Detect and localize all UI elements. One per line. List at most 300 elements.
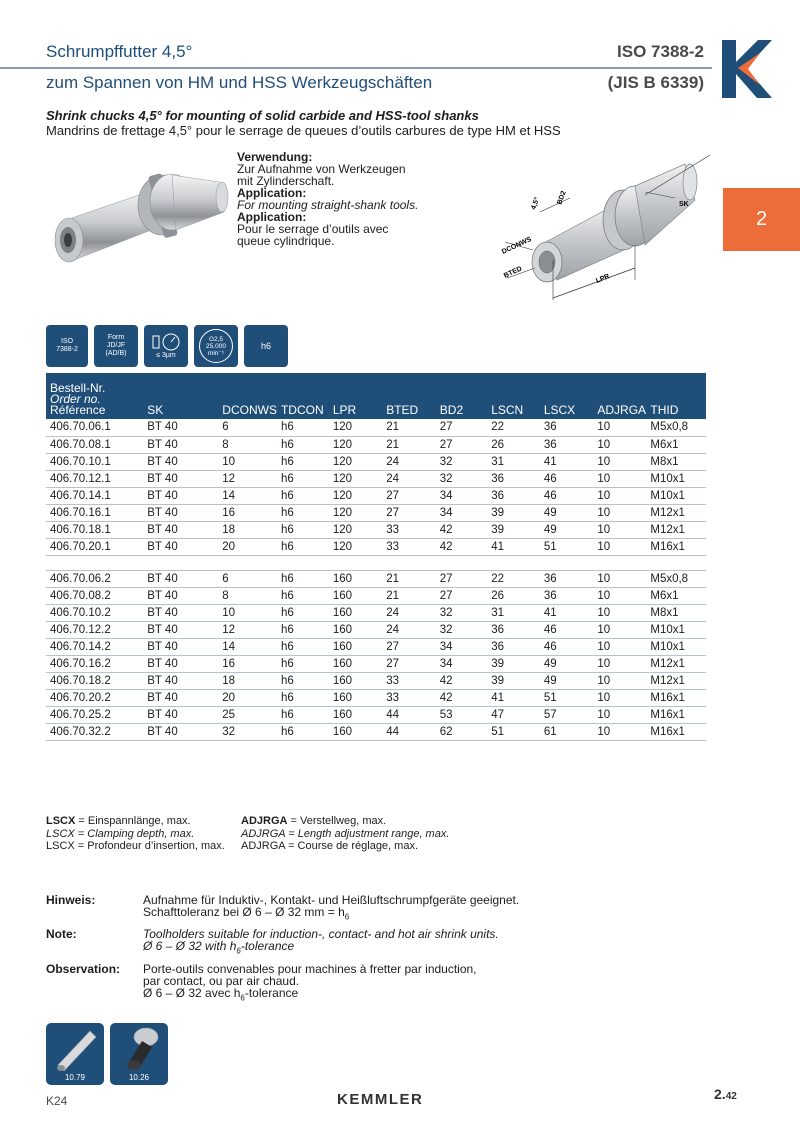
cell-lpr: 160 — [329, 672, 382, 689]
cell-ref: 406.70.12.1 — [46, 470, 143, 487]
cell-dconws: 8 — [218, 587, 277, 604]
label-lpr: LPR — [595, 273, 611, 285]
accessory-thumb-2-caption: 10.26 — [128, 1073, 150, 1082]
badge-balance-line1: G2,5 — [208, 335, 224, 343]
usage-heading-de: Verwendung: — [237, 150, 313, 164]
col-header-ref — [46, 373, 143, 419]
note-en-2-suffix: -tolerance — [240, 939, 295, 954]
col-header-bd2: BD2 — [436, 373, 487, 419]
cell-ref: 406.70.20.2 — [46, 689, 143, 706]
col-header-tdcon: TDCON — [277, 373, 329, 419]
cell-lscx: 36 — [540, 419, 594, 436]
cell-dconws: 12 — [218, 470, 277, 487]
cell-thid: M16x1 — [646, 689, 706, 706]
cell-sk: BT 40 — [143, 604, 218, 621]
cell-lscx: 41 — [540, 453, 594, 470]
cell-sk: BT 40 — [143, 689, 218, 706]
cell-adjrga: 10 — [593, 538, 646, 555]
cell-dconws: 20 — [218, 538, 277, 555]
cell-dconws: 10 — [218, 604, 277, 621]
cell-ref: 406.70.10.1 — [46, 453, 143, 470]
cell-dconws: 14 — [218, 487, 277, 504]
cell-sk: BT 40 — [143, 723, 218, 740]
cell-thid: M10x1 — [646, 621, 706, 638]
product-table — [46, 373, 706, 741]
cell-dconws: 12 — [218, 621, 277, 638]
cell-dconws: 14 — [218, 638, 277, 655]
accessory-thumb-1-caption: 10.79 — [64, 1073, 86, 1082]
label-dconws: DCONWS — [500, 235, 533, 256]
col-header-ref-fr: Référence — [50, 403, 106, 417]
cell-ref: 406.70.18.2 — [46, 672, 143, 689]
col-header-dconws: DCONWS — [218, 373, 277, 419]
cell-thid: M5x0,8 — [646, 570, 706, 587]
table-row — [46, 587, 706, 604]
cell-bd2: 27 — [436, 587, 487, 604]
page-number-main: 2. — [714, 1086, 726, 1102]
cell-sk: BT 40 — [143, 504, 218, 521]
badge-form-line2: JD/JF — [106, 342, 126, 349]
cell-adjrga: 10 — [593, 470, 646, 487]
page-title: Schrumpffutter 4,5° — [46, 42, 193, 61]
badge-iso-line2: 7388-2 — [56, 346, 78, 353]
legend-lscx-en: LSCX = Clamping depth, max. — [46, 827, 195, 840]
separator-cell — [46, 555, 706, 570]
page-number — [714, 1086, 737, 1102]
cell-ref: 406.70.06.1 — [46, 419, 143, 436]
cell-lscx: 36 — [540, 570, 594, 587]
cell-lscx: 46 — [540, 487, 594, 504]
cell-lscn: 39 — [487, 655, 540, 672]
cell-tdcon: h6 — [277, 604, 329, 621]
cell-adjrga: 10 — [593, 706, 646, 723]
cell-lscn: 31 — [487, 453, 540, 470]
cell-lscx: 46 — [540, 470, 594, 487]
badge-iso — [46, 325, 88, 367]
table-row — [46, 604, 706, 621]
cell-adjrga: 10 — [593, 638, 646, 655]
usage-text-de-1: Zur Aufnahme von Werkzeugen — [237, 162, 406, 176]
cell-tdcon: h6 — [277, 521, 329, 538]
cell-adjrga: 10 — [593, 521, 646, 538]
technical-drawing — [495, 150, 715, 310]
cell-lscn: 41 — [487, 689, 540, 706]
cell-lpr: 160 — [329, 587, 382, 604]
cell-dconws: 25 — [218, 706, 277, 723]
cell-thid: M12x1 — [646, 655, 706, 672]
cell-lscn: 41 — [487, 538, 540, 555]
cell-ref: 406.70.14.2 — [46, 638, 143, 655]
cell-bd2: 62 — [436, 723, 487, 740]
cell-sk: BT 40 — [143, 419, 218, 436]
cell-ref: 406.70.06.2 — [46, 570, 143, 587]
cell-bted: 27 — [382, 504, 436, 521]
legend-adjrga-de: = Verstellweg, max. — [287, 815, 387, 827]
table-row — [46, 504, 706, 521]
table-row — [46, 538, 706, 555]
cell-adjrga: 10 — [593, 655, 646, 672]
badge-tolerance — [244, 325, 288, 367]
label-angle: 4,5° — [530, 196, 542, 211]
usage-heading-fr: Application: — [237, 210, 307, 224]
cell-bd2: 32 — [436, 470, 487, 487]
cell-dconws: 10 — [218, 453, 277, 470]
cell-bted: 24 — [382, 604, 436, 621]
table-row — [46, 470, 706, 487]
cell-ref: 406.70.12.2 — [46, 621, 143, 638]
note-label-de: Hinweis: — [46, 893, 96, 907]
header-rule — [0, 67, 712, 69]
cell-adjrga: 10 — [593, 453, 646, 470]
cell-thid: M10x1 — [646, 470, 706, 487]
cell-lscn: 47 — [487, 706, 540, 723]
cell-thid: M8x1 — [646, 604, 706, 621]
cell-lpr: 160 — [329, 570, 382, 587]
cell-bted: 24 — [382, 453, 436, 470]
cell-bted: 21 — [382, 587, 436, 604]
cell-bd2: 27 — [436, 570, 487, 587]
cell-dconws: 16 — [218, 655, 277, 672]
accessory-thumb-1[interactable] — [46, 1023, 104, 1085]
cell-bted: 33 — [382, 521, 436, 538]
cell-lscn: 26 — [487, 587, 540, 604]
note-de-1: Aufnahme für Induktiv-, Kontakt- und Heißluftschrumpfgeräte geeignet. — [143, 893, 520, 907]
table-header-row — [46, 373, 706, 419]
cell-bd2: 32 — [436, 621, 487, 638]
cell-lpr: 160 — [329, 723, 382, 740]
cell-lscx: 36 — [540, 587, 594, 604]
cell-dconws: 6 — [218, 419, 277, 436]
cell-tdcon: h6 — [277, 587, 329, 604]
table-row — [46, 436, 706, 453]
cell-lpr: 120 — [329, 487, 382, 504]
cell-sk: BT 40 — [143, 655, 218, 672]
note-en-2-text: Ø 6 – Ø 32 with h — [143, 939, 237, 954]
badge-form — [94, 325, 138, 367]
cell-bted: 24 — [382, 621, 436, 638]
cell-ref: 406.70.32.2 — [46, 723, 143, 740]
cell-bd2: 27 — [436, 436, 487, 453]
table-row — [46, 689, 706, 706]
cell-tdcon: h6 — [277, 655, 329, 672]
note-en-1: Toolholders suitable for induction-, contact- and hot air shrink units. — [143, 927, 499, 942]
cell-lscx: 49 — [540, 655, 594, 672]
notes-block — [46, 894, 519, 1009]
accessory-thumb-2[interactable] — [110, 1023, 168, 1085]
cell-lscn: 51 — [487, 723, 540, 740]
cell-ref: 406.70.08.1 — [46, 436, 143, 453]
table-row — [46, 655, 706, 672]
cell-bted: 44 — [382, 723, 436, 740]
cell-adjrga: 10 — [593, 723, 646, 740]
cell-lpr: 120 — [329, 453, 382, 470]
cell-adjrga: 10 — [593, 604, 646, 621]
cell-lscx: 46 — [540, 621, 594, 638]
cell-bted: 21 — [382, 570, 436, 587]
note-de-2 — [143, 906, 519, 923]
label-bd2: BD2 — [556, 190, 568, 206]
usage-text-fr-1: Pour le serrage d’outils avec — [237, 222, 389, 236]
col-header-lpr: LPR — [329, 373, 382, 419]
col-header-sk: SK — [143, 373, 218, 419]
table-row — [46, 570, 706, 587]
cell-lpr: 160 — [329, 655, 382, 672]
cell-dconws: 6 — [218, 570, 277, 587]
badge-balance — [194, 325, 238, 367]
label-sk: SK — [679, 201, 689, 208]
cell-lscn: 39 — [487, 504, 540, 521]
cell-tdcon: h6 — [277, 689, 329, 706]
legend-adjrga-en: ADJRGA = Length adjustment range, max. — [241, 827, 450, 840]
cell-thid: M6x1 — [646, 436, 706, 453]
collet-sleeve-icon — [46, 1023, 104, 1073]
cell-bted: 33 — [382, 672, 436, 689]
cell-lscx: 61 — [540, 723, 594, 740]
cell-thid: M12x1 — [646, 504, 706, 521]
cell-lpr: 160 — [329, 638, 382, 655]
cell-ref: 406.70.25.2 — [46, 706, 143, 723]
cell-thid: M12x1 — [646, 672, 706, 689]
cell-bd2: 34 — [436, 504, 487, 521]
cell-adjrga: 10 — [593, 621, 646, 638]
badge-balance-line3: min⁻¹ — [207, 349, 225, 357]
cell-lscx: 49 — [540, 521, 594, 538]
cell-tdcon: h6 — [277, 453, 329, 470]
cell-dconws: 18 — [218, 521, 277, 538]
note-fr-2: par contact, ou par air chaud. — [143, 973, 300, 988]
cell-lscn: 36 — [487, 621, 540, 638]
table-group-separator — [46, 555, 706, 570]
cell-sk: BT 40 — [143, 453, 218, 470]
usage-heading-en: Application: — [237, 186, 307, 200]
table-row — [46, 419, 706, 436]
cell-lscx: 51 — [540, 689, 594, 706]
cell-bted: 33 — [382, 538, 436, 555]
cell-tdcon: h6 — [277, 470, 329, 487]
cell-tdcon: h6 — [277, 706, 329, 723]
usage-text-en: For mounting straight-shank tools. — [237, 198, 419, 212]
cell-sk: BT 40 — [143, 436, 218, 453]
cell-bted: 21 — [382, 419, 436, 436]
cell-lpr: 160 — [329, 689, 382, 706]
cell-bd2: 42 — [436, 672, 487, 689]
cell-adjrga: 10 — [593, 487, 646, 504]
cell-ref: 406.70.14.1 — [46, 487, 143, 504]
cell-sk: BT 40 — [143, 672, 218, 689]
cell-dconws: 18 — [218, 672, 277, 689]
cell-tdcon: h6 — [277, 621, 329, 638]
catalog-code: K24 — [46, 1094, 68, 1108]
legend-lscx-fr: LSCX = Profondeur d’insertion, max. — [46, 840, 225, 852]
cell-sk: BT 40 — [143, 570, 218, 587]
cell-bted: 24 — [382, 470, 436, 487]
note-de-2-text: Schafttoleranz bei Ø 6 – Ø 32 mm = h — [143, 905, 345, 919]
badge-runout-text: ≤ 3µm — [156, 352, 176, 359]
subtitle-fr: Mandrins de frettage 4,5° pour le serrage de queues d’outils carbures de type HM et HSS — [46, 123, 561, 138]
balance-circle-icon — [199, 329, 233, 363]
cell-bd2: 34 — [436, 638, 487, 655]
cell-tdcon: h6 — [277, 570, 329, 587]
table-row — [46, 723, 706, 740]
badge-iso-line1: ISO — [60, 338, 74, 345]
cell-lscx: 36 — [540, 436, 594, 453]
cell-bd2: 42 — [436, 538, 487, 555]
cell-tdcon: h6 — [277, 504, 329, 521]
cell-tdcon: h6 — [277, 538, 329, 555]
cell-ref: 406.70.18.1 — [46, 521, 143, 538]
cell-sk: BT 40 — [143, 538, 218, 555]
cell-lscn: 36 — [487, 487, 540, 504]
cell-lscn: 26 — [487, 436, 540, 453]
col-header-ref-de: Bestell-Nr. — [50, 381, 106, 395]
kemmler-k-logo-icon — [722, 40, 772, 98]
cell-bd2: 53 — [436, 706, 487, 723]
shrink-chuck-photo — [44, 160, 234, 275]
cell-lscn: 31 — [487, 604, 540, 621]
cell-bd2: 32 — [436, 453, 487, 470]
cell-lpr: 120 — [329, 521, 382, 538]
cell-sk: BT 40 — [143, 521, 218, 538]
cell-sk: BT 40 — [143, 487, 218, 504]
table-row — [46, 672, 706, 689]
cell-bted: 27 — [382, 487, 436, 504]
cell-bted: 21 — [382, 436, 436, 453]
cell-thid: M10x1 — [646, 487, 706, 504]
cell-thid: M6x1 — [646, 587, 706, 604]
table-row — [46, 621, 706, 638]
usage-text-de-2: mit Zylinderschaft. — [237, 174, 335, 188]
cell-ref: 406.70.20.1 — [46, 538, 143, 555]
cell-adjrga: 10 — [593, 504, 646, 521]
cell-dconws: 32 — [218, 723, 277, 740]
note-fr-3 — [143, 987, 477, 1004]
badge-runout — [144, 325, 188, 367]
cell-lscn: 22 — [487, 570, 540, 587]
cell-bted: 33 — [382, 689, 436, 706]
cell-ref: 406.70.10.2 — [46, 604, 143, 621]
note-label-en: Note: — [46, 927, 77, 942]
cell-dconws: 8 — [218, 436, 277, 453]
badge-form-line1: Form — [107, 334, 125, 341]
cell-lscx: 49 — [540, 672, 594, 689]
cell-tdcon: h6 — [277, 487, 329, 504]
subtitle-en: Shrink chucks 4,5° for mounting of solid carbide and HSS-tool shanks — [46, 108, 479, 123]
cell-ref: 406.70.16.2 — [46, 655, 143, 672]
cell-lpr: 120 — [329, 436, 382, 453]
standard-iso: ISO 7388-2 — [617, 42, 704, 61]
cell-thid: M5x0,8 — [646, 419, 706, 436]
cell-tdcon: h6 — [277, 672, 329, 689]
cell-lscx: 41 — [540, 604, 594, 621]
cell-dconws: 16 — [218, 504, 277, 521]
cell-lscx: 57 — [540, 706, 594, 723]
cell-bd2: 42 — [436, 521, 487, 538]
cell-lscn: 36 — [487, 470, 540, 487]
cell-thid: M8x1 — [646, 453, 706, 470]
cell-lscn: 36 — [487, 638, 540, 655]
section-tab[interactable]: 2 — [723, 188, 800, 251]
cell-tdcon: h6 — [277, 638, 329, 655]
col-header-adjrga: ADJRGA — [593, 373, 646, 419]
legend-adjrga-key: ADJRGA — [241, 815, 288, 827]
col-header-lscx: LSCX — [540, 373, 594, 419]
cell-adjrga: 10 — [593, 419, 646, 436]
cell-lscn: 39 — [487, 521, 540, 538]
cell-bd2: 32 — [436, 604, 487, 621]
cell-ref: 406.70.16.1 — [46, 504, 143, 521]
page-subtitle-de: zum Spannen von HM und HSS Werkzeugschäften — [46, 73, 433, 92]
usage-block — [237, 151, 467, 247]
cell-tdcon: h6 — [277, 419, 329, 436]
cell-sk: BT 40 — [143, 587, 218, 604]
cell-bted: 27 — [382, 638, 436, 655]
table-row — [46, 521, 706, 538]
cell-thid: M12x1 — [646, 521, 706, 538]
cell-ref: 406.70.08.2 — [46, 587, 143, 604]
cell-lpr: 120 — [329, 419, 382, 436]
legend-lscx-de: = Einspannlänge, max. — [75, 815, 191, 827]
feature-badges — [46, 325, 288, 367]
usage-text-fr-2: queue cylindrique. — [237, 234, 335, 248]
table-row — [46, 706, 706, 723]
cell-lpr: 160 — [329, 604, 382, 621]
cell-lpr: 120 — [329, 470, 382, 487]
runout-gauge-icon — [151, 332, 181, 352]
badge-balance-line2: 25.000 — [206, 342, 226, 350]
legend-lscx-key: LSCX — [46, 815, 76, 827]
cell-adjrga: 10 — [593, 689, 646, 706]
page-number-sub: 42 — [725, 1091, 737, 1102]
cell-tdcon: h6 — [277, 723, 329, 740]
col-header-bted: BTED — [382, 373, 436, 419]
cell-lpr: 120 — [329, 504, 382, 521]
note-fr-3-suffix: -tolerance — [244, 985, 299, 1000]
cell-lpr: 160 — [329, 706, 382, 723]
cell-dconws: 20 — [218, 689, 277, 706]
cell-tdcon: h6 — [277, 436, 329, 453]
cell-bd2: 34 — [436, 487, 487, 504]
cell-thid: M10x1 — [646, 638, 706, 655]
note-label-fr: Observation: — [46, 961, 121, 976]
table-row — [46, 487, 706, 504]
cell-lscx: 49 — [540, 504, 594, 521]
brand-wordmark: KEMMLER — [337, 1091, 424, 1108]
cell-bted: 27 — [382, 655, 436, 672]
cell-lpr: 160 — [329, 621, 382, 638]
legend-adjrga-fr: ADJRGA = Course de réglage, max. — [241, 840, 418, 852]
cell-thid: M16x1 — [646, 723, 706, 740]
badge-form-line3: (AD/B) — [105, 350, 127, 357]
table-row — [46, 453, 706, 470]
note-fr-1: Porte-outils convenables pour machines à fretter par induction, — [143, 961, 477, 976]
cell-sk: BT 40 — [143, 638, 218, 655]
cell-sk: BT 40 — [143, 621, 218, 638]
cell-lpr: 120 — [329, 538, 382, 555]
cell-adjrga: 10 — [593, 672, 646, 689]
cell-lscn: 22 — [487, 419, 540, 436]
cell-lscx: 51 — [540, 538, 594, 555]
col-header-lscn: LSCN — [487, 373, 540, 419]
label-bted: BTED — [502, 265, 524, 280]
pull-stud-icon — [110, 1023, 168, 1073]
cell-thid: M16x1 — [646, 538, 706, 555]
cell-adjrga: 10 — [593, 436, 646, 453]
note-en-2 — [143, 940, 499, 957]
cell-adjrga: 10 — [593, 587, 646, 604]
badge-tolerance-text: h6 — [260, 341, 271, 351]
note-en-2-sub: 6 — [236, 946, 241, 956]
table-body — [46, 419, 706, 740]
